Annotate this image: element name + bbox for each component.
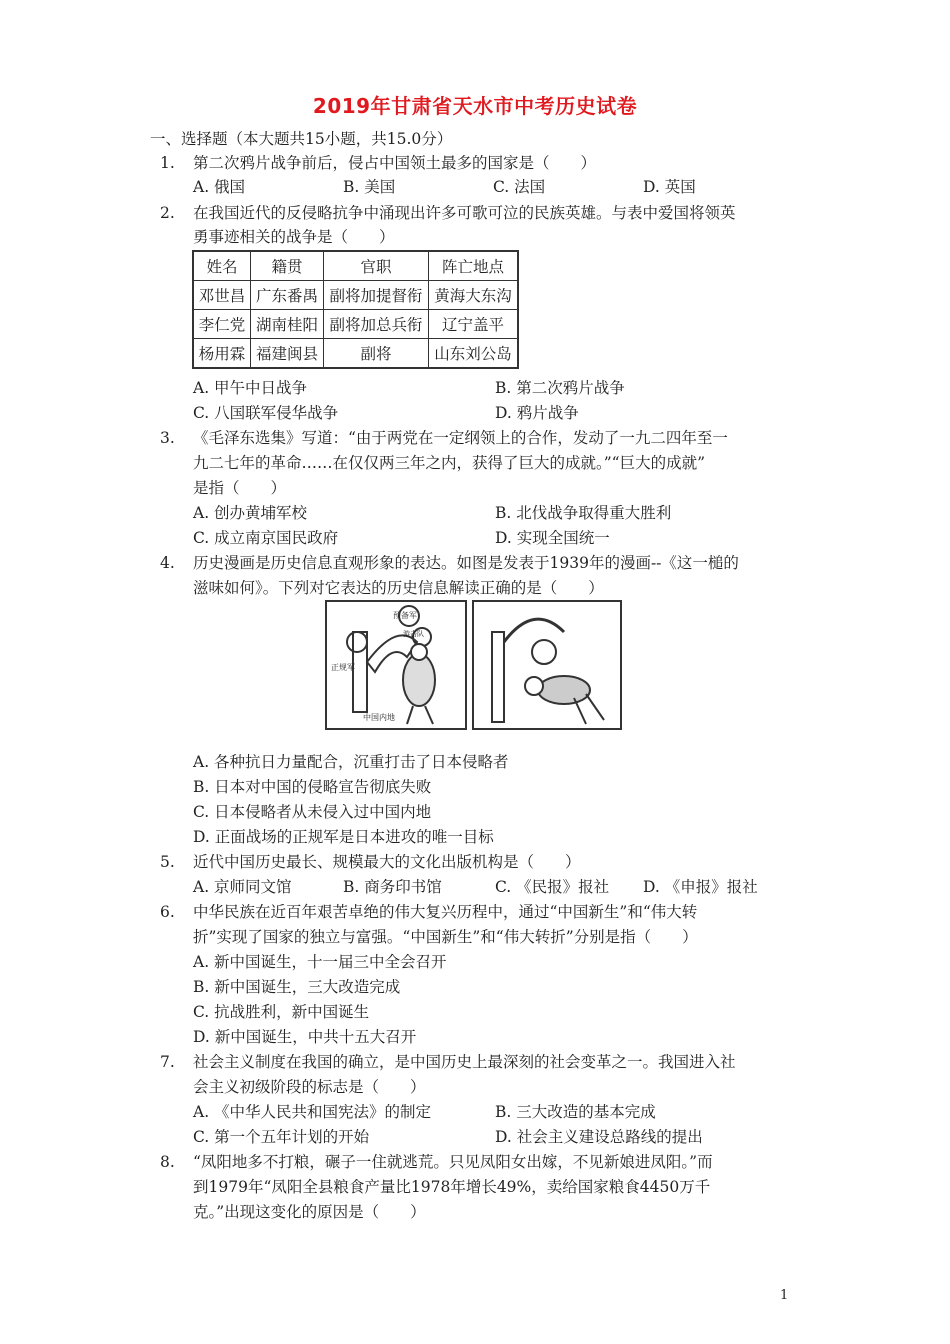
cartoon-drawing-left: [327, 602, 465, 728]
question-text: 近代中国历史最长、规模最大的文化出版机构是（ ）: [193, 853, 581, 871]
question-number: 2.: [160, 204, 175, 222]
table-cell: 福建闽县: [251, 339, 324, 369]
question-text: 在我国近代的反侵略抗争中涌现出许多可歌可泣的民族英雄。与表中爱国将领英: [193, 204, 736, 222]
question-text: 第二次鸦片战争前后，侵占中国领土最多的国家是（ ）: [193, 154, 597, 172]
table-cell: 邓世昌: [193, 281, 251, 310]
option-c: C. 抗战胜利，新中国诞生: [193, 1003, 370, 1021]
cartoon-label: 中国内地: [363, 713, 395, 722]
table-header-cell: 阵亡地点: [429, 251, 519, 281]
option-d: D. 社会主义建设总路线的提出: [495, 1128, 703, 1146]
table-header-cell: 姓名: [193, 251, 251, 281]
option-a: A. 俄国: [193, 178, 246, 196]
option-b: B. 新中国诞生，三大改造完成: [193, 978, 401, 996]
option-b: B. 商务印书馆: [343, 878, 442, 896]
cartoon-leg: [407, 706, 413, 724]
question-number: 3.: [160, 429, 175, 447]
page-number: 1: [780, 1288, 789, 1303]
section-heading: 一、选择题（本大题共15小题，共15.0分）: [150, 130, 453, 148]
table-cell: 广东番禺: [251, 281, 324, 310]
option-a: A. 新中国诞生，十一届三中全会召开: [193, 953, 447, 971]
option-d: D. 新中国诞生，中共十五大召开: [193, 1028, 417, 1046]
table-cell: 副将: [324, 339, 429, 369]
cartoon-fist: [347, 632, 367, 652]
option-b: B. 三大改造的基本完成: [495, 1103, 656, 1121]
question-number: 6.: [160, 903, 175, 921]
cartoon-fist: [532, 640, 556, 664]
cartoon-label: 游击队: [403, 630, 424, 638]
table-cell: 李仁党: [193, 310, 251, 339]
question-number: 7.: [160, 1053, 175, 1071]
question-text: 滋味如何》。下列对它表达的历史信息解读正确的是（ ）: [193, 579, 604, 597]
table-cell: 副将加提督衔: [324, 281, 429, 310]
option-a: A. 创办黄埔军校: [193, 504, 308, 522]
cartoon-panel-left: [325, 600, 467, 730]
option-d: D. 实现全国统一: [495, 529, 610, 547]
question-text: 历史漫画是历史信息直观形象的表达。如图是发表于1939年的漫画--《这一槌的: [193, 554, 739, 572]
option-b: B. 第二次鸦片战争: [495, 379, 625, 397]
cartoon-label: 预备军: [393, 611, 417, 620]
table-row: [193, 339, 518, 369]
table-cell: 湖南桂阳: [251, 310, 324, 339]
option-a: A. 各种抗日力量配合，沉重打击了日本侵略者: [193, 753, 509, 771]
table-cell: 黄海大东沟: [429, 281, 519, 310]
table-header-cell: 官职: [324, 251, 429, 281]
question-number: 4.: [160, 554, 175, 572]
option-a: A. 京师同文馆: [193, 878, 292, 896]
cartoon-fallen-soldier: [538, 676, 590, 704]
table-cell: 辽宁盖平: [429, 310, 519, 339]
option-c: C. 法国: [493, 178, 546, 196]
option-c: C. 第一个五年计划的开始: [193, 1128, 370, 1146]
question-number: 1.: [160, 154, 175, 172]
table-header-cell: 籍贯: [251, 251, 324, 281]
cartoon-leg: [586, 694, 604, 720]
question-text: 会主义初级阶段的标志是（ ）: [193, 1078, 426, 1096]
option-c: C. 《民报》报社: [495, 878, 610, 896]
option-c: C. 八国联军侵华战争: [193, 404, 339, 422]
table-cell: 山东刘公岛: [429, 339, 519, 369]
option-c: C. 成立南京国民政府: [193, 529, 339, 547]
question-text: 《毛泽东选集》写道：“由于两党在一定纲领上的合作，发动了一九二四年至一: [193, 429, 728, 447]
question-text: 到1979年“凤阳全县粮食产量比1978年增长49%，卖给国家粮食4450万千: [193, 1178, 711, 1196]
cartoon-post: [492, 632, 504, 722]
table-cell: 副将加总兵衔: [324, 310, 429, 339]
general-table: [192, 250, 519, 369]
question-text: 克。”出现这变化的原因是（ ）: [193, 1203, 426, 1221]
cartoon-soldier-head: [411, 644, 427, 660]
question-text: 社会主义制度在我国的确立，是中国历史上最深刻的社会变革之一。我国进入社: [193, 1053, 736, 1071]
option-c: C. 日本侵略者从未侵入过中国内地: [193, 803, 432, 821]
option-b: B. 北伐战争取得重大胜利: [495, 504, 672, 522]
option-d: D. 正面战场的正规军是日本进攻的唯一目标: [193, 828, 494, 846]
table-row: [193, 281, 518, 310]
question-number: 5.: [160, 853, 175, 871]
page-title: 2019年甘肃省天水市中考历史试卷: [312, 94, 638, 118]
cartoon-post: [353, 632, 367, 712]
cartoon-soldier: [403, 654, 435, 706]
option-a: A. 《中华人民共和国宪法》的制定: [193, 1103, 432, 1121]
question-text: “凤阳地多不打粮，碾子一住就逃荒。只见凤阳女出嫁，不见新娘进凤阳。”而: [193, 1153, 713, 1171]
option-b: B. 日本对中国的侵略宣告彻底失败: [193, 778, 432, 796]
question-text: 是指（ ）: [193, 479, 287, 497]
cartoon-arm: [504, 619, 564, 642]
cartoon-panel-right: [472, 600, 622, 730]
table-header-row: [193, 251, 518, 281]
cartoon-drawing-right: [474, 602, 620, 728]
option-d: D. 鸦片战争: [495, 404, 579, 422]
question-text: 折”实现了国家的独立与富强。“中国新生”和“伟大转折”分别是指（ ）: [193, 928, 698, 946]
option-d: D. 英国: [643, 178, 696, 196]
question-text: 九二七年的革命……在仅仅两三年之内，获得了巨大的成就。”“巨大的成就”: [193, 454, 706, 472]
cartoon-label: 正规军: [331, 663, 355, 672]
option-a: A. 甲午中日战争: [193, 379, 308, 397]
option-d: D. 《申报》报社: [643, 878, 758, 896]
option-b: B. 美国: [343, 178, 396, 196]
table-cell: 杨用霖: [193, 339, 251, 369]
table-row: [193, 310, 518, 339]
cartoon-soldier-head: [525, 677, 543, 695]
cartoon-leg: [425, 706, 433, 724]
question-text: 勇事迹相关的战争是（ ）: [193, 228, 395, 246]
question-number: 8.: [160, 1153, 175, 1171]
question-text: 中华民族在近百年艰苦卓绝的伟大复兴历程中，通过“中国新生”和“伟大转: [193, 903, 698, 921]
